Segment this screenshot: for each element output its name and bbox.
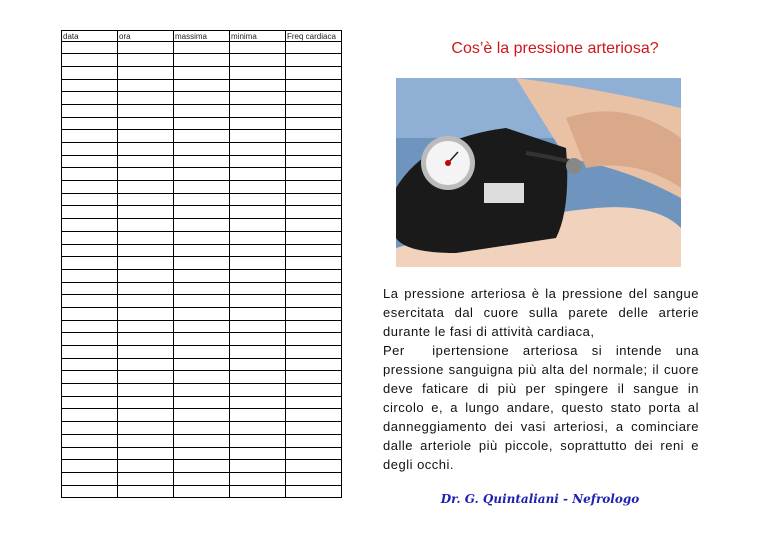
table-cell — [174, 384, 230, 397]
table-cell — [118, 460, 174, 473]
table-row — [62, 346, 342, 359]
table-row — [62, 219, 342, 232]
table-row — [62, 485, 342, 498]
header-massima: massima — [174, 31, 230, 42]
blood-pressure-photo — [396, 78, 681, 267]
table-row — [62, 193, 342, 206]
table-cell — [174, 92, 230, 105]
table-cell — [286, 206, 342, 219]
table-cell — [286, 79, 342, 92]
table-cell — [286, 66, 342, 79]
table-cell — [230, 41, 286, 54]
table-cell — [118, 79, 174, 92]
author-signature: Dr. G. Quintaliani - Nefrologo — [440, 492, 640, 506]
table-cell — [118, 155, 174, 168]
table-cell — [286, 257, 342, 270]
table-cell — [174, 79, 230, 92]
table-cell — [174, 206, 230, 219]
table-cell — [62, 104, 118, 117]
table-cell — [118, 244, 174, 257]
table-cell — [286, 181, 342, 194]
table-cell — [230, 219, 286, 232]
table-row — [62, 130, 342, 143]
table-cell — [118, 371, 174, 384]
table-cell — [174, 371, 230, 384]
table-cell — [174, 181, 230, 194]
table-cell — [174, 257, 230, 270]
table-cell — [174, 333, 230, 346]
table-cell — [174, 231, 230, 244]
table-cell — [62, 307, 118, 320]
table-row — [62, 206, 342, 219]
table-cell — [286, 409, 342, 422]
table-cell — [118, 282, 174, 295]
table-cell — [118, 219, 174, 232]
table-cell — [174, 485, 230, 498]
table-cell — [62, 472, 118, 485]
paragraph-definition: La pressione arteriosa è la pressione del sangue esercitata dal cuore sulla parete delle arterie durante le fasi di attività cardiaca, — [383, 286, 699, 339]
table-cell — [230, 371, 286, 384]
table-cell — [174, 320, 230, 333]
table-row — [62, 384, 342, 397]
table-cell — [174, 143, 230, 156]
table-cell — [118, 472, 174, 485]
table-row — [62, 396, 342, 409]
table-cell — [230, 434, 286, 447]
table-cell — [174, 447, 230, 460]
table-cell — [174, 396, 230, 409]
table-cell — [174, 219, 230, 232]
table-cell — [118, 193, 174, 206]
table-cell — [286, 346, 342, 359]
table-cell — [62, 130, 118, 143]
table-cell — [62, 54, 118, 67]
table-row — [62, 422, 342, 435]
table-row — [62, 41, 342, 54]
table-cell — [286, 384, 342, 397]
table-cell — [230, 155, 286, 168]
table-cell — [62, 384, 118, 397]
table-cell — [230, 295, 286, 308]
table-row — [62, 447, 342, 460]
table-cell — [286, 104, 342, 117]
table-cell — [118, 130, 174, 143]
table-cell — [174, 409, 230, 422]
table-cell — [118, 41, 174, 54]
table-cell — [286, 155, 342, 168]
table-cell — [62, 79, 118, 92]
table-cell — [174, 422, 230, 435]
table-cell — [62, 460, 118, 473]
table-cell — [62, 396, 118, 409]
table-cell — [62, 231, 118, 244]
table-cell — [62, 333, 118, 346]
table-cell — [118, 66, 174, 79]
header-data: data — [62, 31, 118, 42]
table-row — [62, 371, 342, 384]
table-cell — [62, 193, 118, 206]
page-title: Cos’è la pressione arteriosa? — [451, 40, 659, 57]
table-cell — [118, 396, 174, 409]
table-cell — [62, 155, 118, 168]
table-cell — [118, 434, 174, 447]
table-cell — [286, 269, 342, 282]
table-cell — [62, 41, 118, 54]
table-cell — [174, 358, 230, 371]
table-cell — [118, 320, 174, 333]
table-cell — [230, 472, 286, 485]
table-row — [62, 409, 342, 422]
table-cell — [230, 181, 286, 194]
table-cell — [62, 320, 118, 333]
table-cell — [230, 117, 286, 130]
table-cell — [230, 143, 286, 156]
table-cell — [118, 143, 174, 156]
table-cell — [174, 168, 230, 181]
table-cell — [230, 409, 286, 422]
table-cell — [286, 333, 342, 346]
table-cell — [174, 104, 230, 117]
table-cell — [118, 447, 174, 460]
table-cell — [174, 117, 230, 130]
table-cell — [118, 333, 174, 346]
table-cell — [62, 371, 118, 384]
table-cell — [230, 257, 286, 270]
table-cell — [230, 231, 286, 244]
table-row — [62, 92, 342, 105]
table-cell — [62, 282, 118, 295]
table-cell — [286, 143, 342, 156]
table-cell — [286, 117, 342, 130]
table-cell — [62, 219, 118, 232]
table-cell — [286, 320, 342, 333]
table-cell — [174, 244, 230, 257]
table-row — [62, 181, 342, 194]
table-cell — [62, 181, 118, 194]
table-row — [62, 54, 342, 67]
table-cell — [118, 117, 174, 130]
table-cell — [62, 244, 118, 257]
table-cell — [286, 307, 342, 320]
table-cell — [62, 434, 118, 447]
table-cell — [286, 92, 342, 105]
table-cell — [286, 295, 342, 308]
table-row — [62, 307, 342, 320]
table-cell — [286, 219, 342, 232]
table-row — [62, 460, 342, 473]
table-cell — [286, 54, 342, 67]
table-cell — [118, 346, 174, 359]
table-row — [62, 155, 342, 168]
table-cell — [230, 92, 286, 105]
table-cell — [174, 130, 230, 143]
table-row — [62, 231, 342, 244]
table-row — [62, 168, 342, 181]
table-cell — [230, 79, 286, 92]
table-cell — [230, 104, 286, 117]
table-row — [62, 358, 342, 371]
table-cell — [118, 409, 174, 422]
table-cell — [286, 282, 342, 295]
table-cell — [174, 66, 230, 79]
table-cell — [230, 130, 286, 143]
table-cell — [230, 346, 286, 359]
table-cell — [62, 269, 118, 282]
table-row — [62, 269, 342, 282]
table-cell — [118, 92, 174, 105]
table-cell — [230, 320, 286, 333]
table-cell — [118, 384, 174, 397]
table-cell — [230, 193, 286, 206]
table-cell — [118, 307, 174, 320]
table-cell — [174, 472, 230, 485]
table-header-row — [62, 31, 342, 42]
table-cell — [286, 447, 342, 460]
table-row — [62, 117, 342, 130]
table-row — [62, 257, 342, 270]
table-cell — [174, 307, 230, 320]
table-row — [62, 143, 342, 156]
table-cell — [174, 54, 230, 67]
table-cell — [174, 193, 230, 206]
table-cell — [118, 422, 174, 435]
table-cell — [230, 244, 286, 257]
table-cell — [118, 168, 174, 181]
table-cell — [230, 269, 286, 282]
table-cell — [286, 485, 342, 498]
table-cell — [230, 485, 286, 498]
header-freq-cardiaca: Freq cardiaca — [286, 31, 342, 42]
table-row — [62, 104, 342, 117]
table-cell — [174, 155, 230, 168]
table-cell — [286, 460, 342, 473]
table-cell — [286, 422, 342, 435]
table-cell — [118, 269, 174, 282]
table-cell — [62, 92, 118, 105]
table-cell — [230, 206, 286, 219]
table-row — [62, 282, 342, 295]
table-cell — [62, 447, 118, 460]
table-cell — [230, 66, 286, 79]
table-cell — [62, 257, 118, 270]
table-cell — [230, 396, 286, 409]
table-cell — [286, 231, 342, 244]
table-cell — [286, 193, 342, 206]
table-cell — [230, 384, 286, 397]
table-cell — [286, 244, 342, 257]
table-row — [62, 472, 342, 485]
table-cell — [118, 485, 174, 498]
table-cell — [230, 54, 286, 67]
header-ora: ora — [118, 31, 174, 42]
table-cell — [230, 422, 286, 435]
table-cell — [118, 358, 174, 371]
table-cell — [62, 66, 118, 79]
table-cell — [230, 168, 286, 181]
table-cell — [174, 460, 230, 473]
table-cell — [230, 282, 286, 295]
table-cell — [230, 333, 286, 346]
table-cell — [118, 54, 174, 67]
table-cell — [62, 358, 118, 371]
table-cell — [286, 168, 342, 181]
blood-pressure-log-table — [61, 30, 342, 498]
table-cell — [286, 130, 342, 143]
table-cell — [62, 422, 118, 435]
table-cell — [286, 396, 342, 409]
table-cell — [174, 346, 230, 359]
table-cell — [286, 41, 342, 54]
description-text — [383, 284, 704, 474]
table-cell — [286, 371, 342, 384]
table-cell — [230, 358, 286, 371]
table-row — [62, 66, 342, 79]
table-cell — [118, 181, 174, 194]
table-cell — [174, 295, 230, 308]
table-cell — [174, 41, 230, 54]
table-cell — [62, 485, 118, 498]
table-cell — [62, 143, 118, 156]
table-cell — [286, 358, 342, 371]
table-cell — [230, 460, 286, 473]
table-cell — [62, 409, 118, 422]
table-cell — [118, 257, 174, 270]
table-cell — [62, 346, 118, 359]
table-row — [62, 434, 342, 447]
table-cell — [174, 282, 230, 295]
table-cell — [62, 295, 118, 308]
table-row — [62, 244, 342, 257]
table-cell — [118, 231, 174, 244]
table-row — [62, 333, 342, 346]
table-cell — [286, 472, 342, 485]
table-cell — [118, 104, 174, 117]
paragraph-hypertension: Per ipertensione arteriosa si intende una pressione sanguigna più alta del normale; il cuore deve faticare di più per spingere il sangue in circolo e, a lungo andare, questo stato porta al danneggiamento dei vasi arteriosi, a cominciare dalle arteriole più piccole, soprattutto dei reni e degli occhi. — [383, 343, 704, 472]
table-cell — [118, 206, 174, 219]
table-cell — [62, 117, 118, 130]
table-cell — [230, 307, 286, 320]
table-cell — [62, 168, 118, 181]
table-cell — [174, 269, 230, 282]
table-cell — [286, 434, 342, 447]
header-minima: minima — [230, 31, 286, 42]
table-cell — [174, 434, 230, 447]
table-cell — [62, 206, 118, 219]
table-row — [62, 320, 342, 333]
table-row — [62, 295, 342, 308]
table-cell — [118, 295, 174, 308]
table-cell — [230, 447, 286, 460]
table-row — [62, 79, 342, 92]
